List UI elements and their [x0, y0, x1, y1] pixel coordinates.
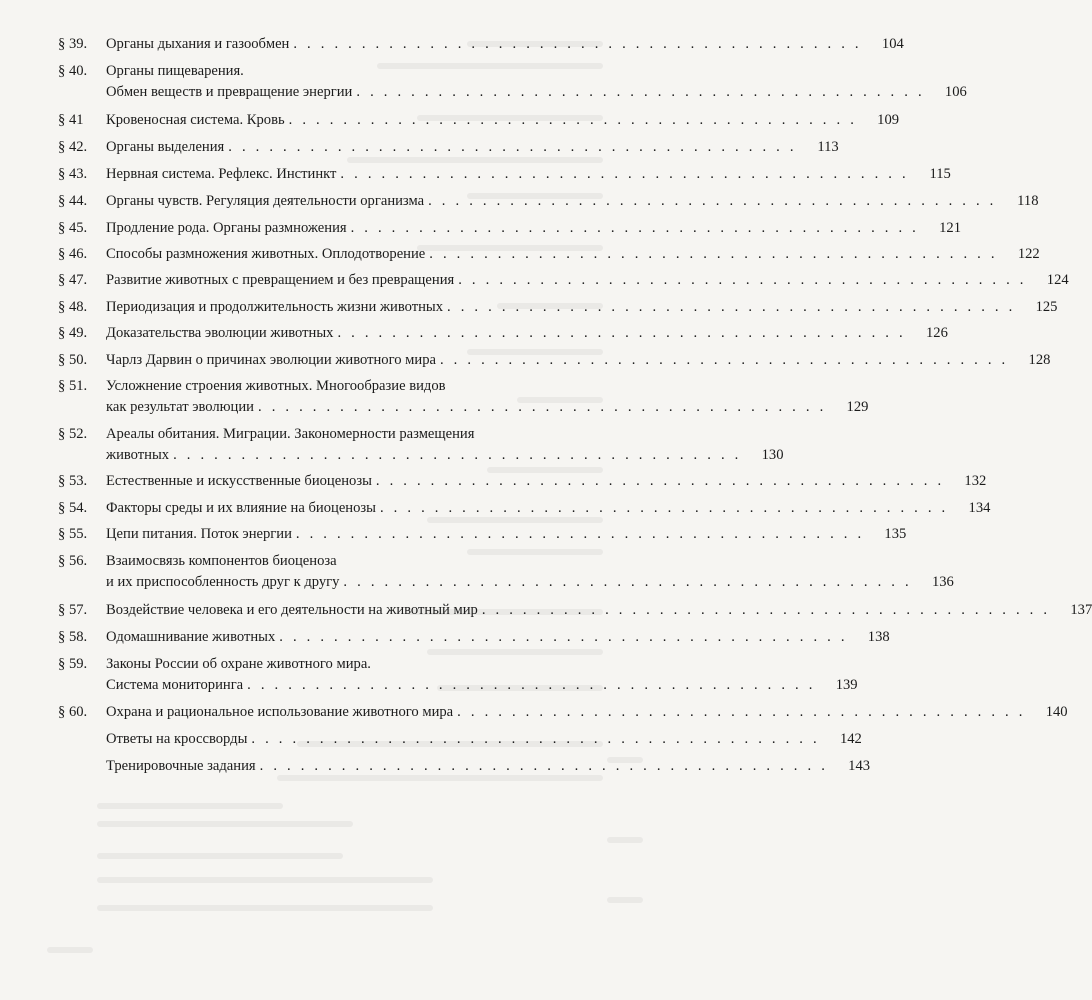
page-number: 106 — [944, 84, 967, 100]
page-number: 104 — [881, 36, 904, 52]
dot-leader: . . . . . . . . . . . . . . . . . . . . . . . . . . . . . . . . . . . . . . . . . . — [337, 325, 906, 341]
section-number: § 45. — [58, 220, 88, 236]
entry-line — [106, 244, 1040, 265]
entry-title: Чарлз Дарвин о причинах эволюции животного мира — [106, 352, 436, 368]
page-number: 121 — [939, 220, 962, 236]
toc-entry — [58, 270, 1069, 291]
entry-line — [106, 137, 839, 158]
entry-body — [106, 350, 1051, 371]
dot-leader: . . . . . . . . . . . . . . . . . . . . . . . . . . . . . . . . . . . . . . . . . . — [343, 574, 912, 590]
entry-title: Продление рода. Органы размножения — [106, 220, 347, 236]
entry-line — [106, 82, 967, 103]
dot-leader: . . . . . . . . . . . . . . . . . . . . . . . . . . . . . . . . . . . . . . . . . . — [251, 731, 820, 747]
page-number: 128 — [1028, 352, 1051, 368]
section-number: § 54. — [58, 500, 88, 516]
entry-title: Кровеносная система. Кровь — [106, 112, 285, 128]
dot-leader: . . . . . . . . . . . . . . . . . . . . . . . . . . . . . . . . . . . . . . . . . . — [429, 246, 998, 262]
dot-leader: . . . . . . . . . . . . . . . . . . . . . . . . . . . . . . . . . . . . . . . . . . — [293, 36, 862, 52]
page-number: 143 — [848, 758, 871, 774]
entry-body — [106, 137, 839, 158]
dot-leader: . . . . . . . . . . . . . . . . . . . . . . . . . . . . . . . . . . . . . . . . . . — [288, 112, 858, 128]
entry-line — [106, 61, 638, 82]
entry-title: Охрана и рациональное использование животного мира — [106, 704, 454, 720]
page-number: 142 — [839, 731, 862, 747]
entry-line — [106, 471, 987, 492]
entry-line — [106, 524, 907, 545]
entry-title: Тренировочные задания — [106, 758, 256, 774]
page-number: 138 — [867, 629, 890, 645]
page-number: 115 — [929, 166, 951, 182]
toc-entry — [58, 297, 1058, 318]
toc-entry — [58, 424, 784, 466]
dot-leader: . . . . . . . . . . . . . . . . . . . . . . . . . . . . . . . . . . . . . . . . . . — [247, 677, 816, 693]
page-number: 135 — [884, 526, 907, 542]
entry-body — [106, 729, 862, 750]
entry-line — [106, 654, 638, 675]
toc-entry — [58, 218, 962, 239]
dot-leader: . . . . . . . . . . . . . . . . . . . . . . . . . . . . . . . . . . . . . . . . . . — [457, 704, 1026, 720]
entry-body — [106, 34, 904, 55]
dot-leader: . . . . . . . . . . . . . . . . . . . . . . . . . . . . . . . . . . . . . . . . . . — [279, 629, 848, 645]
toc-entry — [58, 191, 1039, 212]
toc-entry — [58, 110, 900, 131]
entry-title: Взаимосвязь компонентов биоценоза — [106, 553, 337, 569]
toc-entry — [58, 323, 948, 344]
entry-title: Ответы на кроссворды — [106, 731, 248, 747]
entry-line — [106, 600, 1092, 621]
entry-title: Органы чувств. Регуляция деятельности организма — [106, 193, 425, 209]
dot-leader: . . . . . . . . . . . . . . . . . . . . . . . . . . . . . . . . . . . . . . . . . . — [340, 166, 909, 182]
entry-body — [106, 164, 951, 185]
entry-body — [106, 191, 1039, 212]
toc-entry — [58, 627, 890, 648]
dot-leader: . . . . . . . . . . . . . . . . . . . . . . . . . . . . . . . . . . . . . . . . . . — [379, 500, 949, 516]
toc-entry — [58, 756, 871, 777]
entry-body — [106, 524, 907, 545]
toc-entry — [58, 137, 839, 158]
toc-entry — [58, 376, 869, 418]
entry-body — [106, 244, 1040, 265]
section-number: § 44. — [58, 193, 88, 209]
entry-line — [106, 572, 954, 593]
dot-leader: . . . . . . . . . . . . . . . . . . . . . . . . . . . . . . . . . . . . . . . . . . — [350, 220, 920, 236]
entry-title: Факторы среды и их влияние на биоценозы — [106, 500, 376, 516]
section-number: § 43. — [58, 166, 88, 182]
entry-line — [106, 702, 1068, 723]
entry-line — [106, 445, 784, 466]
entry-line — [106, 110, 900, 131]
entry-title: Органы выделения — [106, 139, 225, 155]
entry-line — [106, 376, 638, 397]
dot-leader: . . . . . . . . . . . . . . . . . . . . . . . . . . . . . . . . . . . . . . . . . . — [375, 473, 945, 489]
entry-body — [106, 756, 871, 777]
entry-title: Периодизация и продолжительность жизни животных — [106, 299, 444, 315]
dot-leader: . . . . . . . . . . . . . . . . . . . . . . . . . . . . . . . . . . . . . . . . . . — [428, 193, 997, 209]
entry-title: Одомашнивание животных — [106, 629, 276, 645]
section-number: § 52. — [58, 426, 88, 442]
entry-line — [106, 424, 638, 445]
toc-entry — [58, 654, 858, 696]
entry-body — [106, 654, 858, 696]
entry-title: Усложнение строения животных. Многообразие видов — [106, 378, 446, 394]
section-number: § 49. — [58, 325, 88, 341]
section-number: § 46. — [58, 246, 88, 262]
page-number: 132 — [964, 473, 987, 489]
section-number: § 56. — [58, 553, 88, 569]
entry-title: животных — [106, 447, 170, 463]
entry-title: как результат эволюции — [106, 399, 254, 415]
entry-line — [106, 756, 871, 777]
entry-body — [106, 424, 784, 466]
toc-entry — [58, 551, 954, 593]
entry-title: Законы России об охране животного мира. — [106, 656, 371, 672]
entry-line — [106, 627, 890, 648]
entry-body — [106, 627, 890, 648]
toc-entry — [58, 729, 862, 750]
section-number: § 42. — [58, 139, 88, 155]
section-number: § 50. — [58, 352, 88, 368]
page-number: 126 — [925, 325, 948, 341]
toc-entry — [58, 524, 907, 545]
section-number: § 41 — [58, 112, 84, 128]
section-number: § 48. — [58, 299, 88, 315]
page-number: 122 — [1017, 246, 1040, 262]
entry-line — [106, 498, 991, 519]
page-number: 118 — [1017, 193, 1039, 209]
toc-entry — [58, 164, 951, 185]
entry-body — [106, 297, 1058, 318]
table-of-contents — [58, 34, 1092, 777]
dot-leader: . . . . . . . . . . . . . . . . . . . . . . . . . . . . . . . . . . . . . . . . . . — [258, 399, 827, 415]
entry-body — [106, 600, 1092, 621]
page-number: 140 — [1045, 704, 1068, 720]
toc-entry — [58, 34, 904, 55]
toc-entry — [58, 471, 987, 492]
page-number: 124 — [1046, 272, 1069, 288]
page-number: 109 — [877, 112, 900, 128]
entry-line — [106, 551, 638, 572]
entry-body — [106, 471, 987, 492]
entry-body — [106, 218, 962, 239]
entry-line — [106, 729, 862, 750]
entry-title: Ареалы обитания. Миграции. Закономерности размещения — [106, 426, 475, 442]
entry-title: Доказательства эволюции животных — [106, 325, 334, 341]
entry-title: Обмен веществ и превращение энергии — [106, 84, 353, 100]
toc-entry — [58, 600, 1092, 621]
entry-title: Органы пищеварения. — [106, 63, 244, 79]
entry-title: Органы дыхания и газообмен — [106, 36, 290, 52]
entry-title: Воздействие человека и его деятельности на животный мир — [106, 602, 478, 618]
section-number: § 53. — [58, 473, 88, 489]
entry-body — [106, 270, 1069, 291]
entry-title: Естественные и искусственные биоценозы — [106, 473, 372, 489]
page-number: 139 — [835, 677, 858, 693]
section-number: § 40. — [58, 63, 88, 79]
section-number: § 58. — [58, 629, 88, 645]
dot-leader: . . . . . . . . . . . . . . . . . . . . . . . . . . . . . . . . . . . . . . . . . . — [481, 602, 1051, 618]
entry-line — [106, 297, 1058, 318]
entry-line — [106, 675, 858, 696]
dot-leader: . . . . . . . . . . . . . . . . . . . . . . . . . . . . . . . . . . . . . . . . . . — [295, 526, 865, 542]
page-number: 136 — [931, 574, 954, 590]
section-number: § 55. — [58, 526, 88, 542]
page-number: 134 — [968, 500, 991, 516]
dot-leader: . . . . . . . . . . . . . . . . . . . . . . . . . . . . . . . . . . . . . . . . . . — [458, 272, 1027, 288]
page-number: 137 — [1070, 602, 1092, 618]
entry-line — [106, 397, 869, 418]
section-number: § 57. — [58, 602, 88, 618]
entry-title: Нервная система. Рефлекс. Инстинкт — [106, 166, 337, 182]
page-number: 113 — [817, 139, 839, 155]
entry-line — [106, 270, 1069, 291]
section-number: § 60. — [58, 704, 88, 720]
dot-leader: . . . . . . . . . . . . . . . . . . . . . . . . . . . . . . . . . . . . . . . . . . — [259, 758, 829, 774]
entry-line — [106, 34, 904, 55]
entry-line — [106, 323, 948, 344]
entry-body — [106, 376, 869, 418]
page-number: 130 — [761, 447, 784, 463]
entry-body — [106, 323, 948, 344]
dot-leader: . . . . . . . . . . . . . . . . . . . . . . . . . . . . . . . . . . . . . . . . . . — [356, 84, 925, 100]
toc-entry — [58, 350, 1051, 371]
section-number: § 59. — [58, 656, 88, 672]
entry-title: Развитие животных с превращением и без превращения — [106, 272, 455, 288]
dot-leader: . . . . . . . . . . . . . . . . . . . . . . . . . . . . . . . . . . . . . . . . . . — [173, 447, 742, 463]
entry-body — [106, 498, 991, 519]
entry-title: и их приспособленность друг к другу — [106, 574, 340, 590]
section-number: § 47. — [58, 272, 88, 288]
entry-line — [106, 164, 951, 185]
toc-entry — [58, 702, 1068, 723]
entry-body — [106, 551, 954, 593]
toc-entry — [58, 244, 1040, 265]
section-number: § 39. — [58, 36, 88, 52]
toc-entry — [58, 498, 991, 519]
dot-leader: . . . . . . . . . . . . . . . . . . . . . . . . . . . . . . . . . . . . . . . . . . — [439, 352, 1009, 368]
page-number: 125 — [1035, 299, 1058, 315]
entry-line — [106, 350, 1051, 371]
page-number: 129 — [846, 399, 869, 415]
entry-line — [106, 191, 1039, 212]
dot-leader: . . . . . . . . . . . . . . . . . . . . . . . . . . . . . . . . . . . . . . . . . . — [228, 139, 797, 155]
entry-body — [106, 702, 1068, 723]
section-number: § 51. — [58, 378, 88, 394]
entry-title: Способы размножения животных. Оплодотворение — [106, 246, 426, 262]
dot-leader: . . . . . . . . . . . . . . . . . . . . . . . . . . . . . . . . . . . . . . . . . . — [447, 299, 1016, 315]
entry-line — [106, 218, 962, 239]
entry-body — [106, 110, 900, 131]
entry-body — [106, 61, 967, 103]
toc-entry — [58, 61, 967, 103]
entry-title: Система мониторинга — [106, 677, 244, 693]
entry-title: Цепи питания. Поток энергии — [106, 526, 292, 542]
